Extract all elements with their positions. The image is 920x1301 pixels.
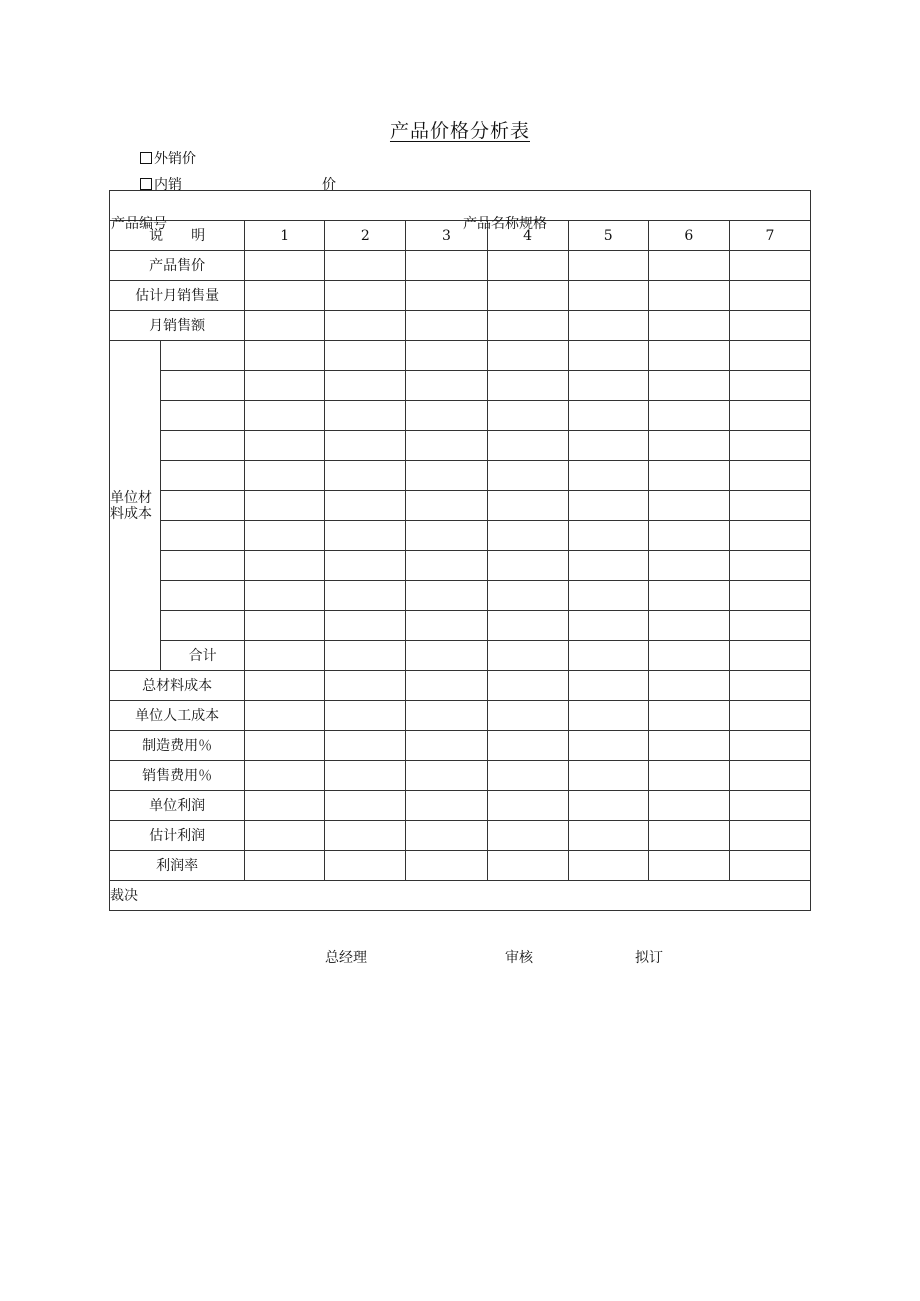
- value-cell[interactable]: [729, 551, 810, 581]
- value-cell[interactable]: [729, 401, 810, 431]
- value-cell[interactable]: [487, 401, 568, 431]
- value-cell[interactable]: [729, 851, 810, 881]
- value-cell[interactable]: [487, 671, 568, 701]
- value-cell[interactable]: [487, 821, 568, 851]
- value-cell[interactable]: [406, 551, 487, 581]
- material-row: [110, 431, 811, 461]
- value-cell[interactable]: [245, 251, 325, 281]
- value-cell[interactable]: [568, 521, 648, 551]
- value-cell[interactable]: [406, 521, 487, 551]
- export-price-checkbox[interactable]: [140, 152, 152, 164]
- material-row: [110, 551, 811, 581]
- export-price-option[interactable]: [140, 148, 196, 168]
- material-cost-group-label: [110, 341, 161, 671]
- row-label: 单位人工成本: [110, 701, 245, 731]
- product-header-cell[interactable]: [110, 191, 811, 232]
- value-cell[interactable]: [648, 701, 729, 731]
- decision-cell[interactable]: [110, 881, 811, 911]
- row-label: 月销售额: [110, 311, 245, 341]
- value-cell[interactable]: [325, 701, 406, 731]
- value-cell[interactable]: [648, 431, 729, 461]
- value-cell[interactable]: [325, 491, 406, 521]
- value-cell[interactable]: [406, 701, 487, 731]
- row-label: 总材料成本: [110, 671, 245, 701]
- value-cell[interactable]: [568, 401, 648, 431]
- column-number-4: 4: [487, 221, 568, 251]
- decision-row: [110, 881, 811, 911]
- value-cell[interactable]: [729, 581, 810, 611]
- value-cell[interactable]: [568, 461, 648, 491]
- value-cell[interactable]: [729, 461, 810, 491]
- value-cell[interactable]: [245, 581, 325, 611]
- value-cell[interactable]: [325, 821, 406, 851]
- value-cell[interactable]: [487, 791, 568, 821]
- value-cell[interactable]: [648, 311, 729, 341]
- material-item-cell[interactable]: [161, 431, 245, 461]
- table-row: [110, 761, 811, 791]
- value-cell[interactable]: [648, 371, 729, 401]
- value-cell[interactable]: [325, 611, 406, 641]
- material-row: [110, 461, 811, 491]
- value-cell[interactable]: [245, 371, 325, 401]
- value-cell[interactable]: [245, 701, 325, 731]
- value-cell[interactable]: [325, 341, 406, 371]
- value-cell[interactable]: [648, 521, 729, 551]
- value-cell[interactable]: [325, 581, 406, 611]
- value-cell[interactable]: [729, 731, 810, 761]
- value-cell[interactable]: [406, 821, 487, 851]
- row-label: 估计月销售量: [110, 281, 245, 311]
- value-cell[interactable]: [245, 311, 325, 341]
- value-cell[interactable]: [729, 341, 810, 371]
- row-label: 产品售价: [110, 251, 245, 281]
- value-cell[interactable]: [648, 671, 729, 701]
- value-cell[interactable]: [568, 251, 648, 281]
- price-analysis-table: [109, 190, 811, 911]
- material-item-cell[interactable]: [161, 491, 245, 521]
- value-cell[interactable]: [325, 431, 406, 461]
- value-cell[interactable]: [406, 581, 487, 611]
- value-cell[interactable]: [729, 311, 810, 341]
- value-cell[interactable]: [325, 641, 406, 671]
- value-cell[interactable]: [406, 251, 487, 281]
- value-cell[interactable]: [568, 431, 648, 461]
- material-row: [110, 371, 811, 401]
- value-cell[interactable]: [406, 611, 487, 641]
- value-cell[interactable]: [648, 551, 729, 581]
- desc-header: 说 明: [110, 221, 245, 251]
- table-row: [110, 671, 811, 701]
- value-cell[interactable]: [487, 461, 568, 491]
- material-row: [110, 611, 811, 641]
- material-row: [110, 581, 811, 611]
- value-cell[interactable]: [245, 761, 325, 791]
- value-cell[interactable]: [568, 851, 648, 881]
- value-cell[interactable]: [648, 641, 729, 671]
- value-cell[interactable]: [568, 341, 648, 371]
- value-cell[interactable]: [568, 311, 648, 341]
- table-row: [110, 311, 811, 341]
- value-cell[interactable]: [568, 581, 648, 611]
- material-subtotal-label: 合计: [161, 641, 245, 671]
- value-cell[interactable]: [406, 401, 487, 431]
- value-cell[interactable]: [325, 671, 406, 701]
- row-label: 估计利润: [110, 821, 245, 851]
- value-cell[interactable]: [406, 311, 487, 341]
- value-cell[interactable]: [245, 791, 325, 821]
- value-cell[interactable]: [487, 581, 568, 611]
- value-cell[interactable]: [568, 551, 648, 581]
- material-row: [110, 341, 811, 371]
- value-cell[interactable]: [245, 731, 325, 761]
- value-cell[interactable]: [406, 761, 487, 791]
- value-cell[interactable]: [568, 611, 648, 641]
- value-cell[interactable]: [487, 371, 568, 401]
- value-cell[interactable]: [245, 281, 325, 311]
- value-cell[interactable]: [245, 821, 325, 851]
- value-cell[interactable]: [325, 761, 406, 791]
- value-cell[interactable]: [648, 821, 729, 851]
- value-cell[interactable]: [568, 701, 648, 731]
- value-cell[interactable]: [325, 281, 406, 311]
- table-row: [110, 791, 811, 821]
- value-cell[interactable]: [568, 281, 648, 311]
- value-cell[interactable]: [245, 611, 325, 641]
- value-cell[interactable]: [325, 401, 406, 431]
- value-cell[interactable]: [648, 341, 729, 371]
- value-cell[interactable]: [325, 521, 406, 551]
- material-item-cell[interactable]: [161, 341, 245, 371]
- export-price-label: 外销价: [154, 151, 196, 167]
- value-cell[interactable]: [487, 251, 568, 281]
- row-label: 销售费用％: [110, 761, 245, 791]
- value-cell[interactable]: [245, 641, 325, 671]
- value-cell[interactable]: [325, 311, 406, 341]
- column-number-1: 1: [245, 221, 325, 251]
- value-cell[interactable]: [568, 731, 648, 761]
- column-number-7: 7: [729, 221, 810, 251]
- value-cell[interactable]: [487, 341, 568, 371]
- value-cell[interactable]: [245, 491, 325, 521]
- row-label: 单位利润: [110, 791, 245, 821]
- value-cell[interactable]: [648, 731, 729, 761]
- row-label: 制造费用％: [110, 731, 245, 761]
- page-title: 产品价格分析表: [389, 120, 530, 142]
- decision-label: 裁决: [110, 887, 138, 904]
- value-cell[interactable]: [325, 251, 406, 281]
- value-cell[interactable]: [729, 371, 810, 401]
- value-cell[interactable]: [729, 791, 810, 821]
- value-cell[interactable]: [325, 851, 406, 881]
- value-cell[interactable]: [487, 761, 568, 791]
- value-cell[interactable]: [568, 491, 648, 521]
- value-cell[interactable]: [568, 641, 648, 671]
- value-cell[interactable]: [487, 491, 568, 521]
- material-row: [110, 641, 811, 671]
- value-cell[interactable]: [406, 461, 487, 491]
- value-cell[interactable]: [648, 491, 729, 521]
- value-cell[interactable]: [487, 431, 568, 461]
- value-cell[interactable]: [245, 671, 325, 701]
- value-cell[interactable]: [648, 281, 729, 311]
- value-cell[interactable]: [729, 821, 810, 851]
- value-cell[interactable]: [245, 341, 325, 371]
- value-cell[interactable]: [648, 851, 729, 881]
- value-cell[interactable]: [245, 431, 325, 461]
- general-manager-label: 总经理: [325, 950, 367, 966]
- value-cell[interactable]: [325, 461, 406, 491]
- value-cell[interactable]: [406, 431, 487, 461]
- value-cell[interactable]: [487, 851, 568, 881]
- material-item-cell[interactable]: [161, 461, 245, 491]
- value-cell[interactable]: [406, 491, 487, 521]
- material-item-cell[interactable]: [161, 611, 245, 641]
- value-cell[interactable]: [325, 551, 406, 581]
- column-number-5: 5: [568, 221, 648, 251]
- value-cell[interactable]: [648, 581, 729, 611]
- value-cell[interactable]: [245, 551, 325, 581]
- value-cell[interactable]: [487, 701, 568, 731]
- value-cell[interactable]: [406, 731, 487, 761]
- material-cost-label-line2: 料成本: [110, 505, 152, 522]
- value-cell[interactable]: [325, 791, 406, 821]
- value-cell[interactable]: [729, 281, 810, 311]
- value-cell[interactable]: [729, 701, 810, 731]
- material-item-cell[interactable]: [161, 371, 245, 401]
- table-row: [110, 821, 811, 851]
- value-cell[interactable]: [406, 671, 487, 701]
- value-cell[interactable]: [487, 281, 568, 311]
- value-cell[interactable]: [648, 401, 729, 431]
- value-cell[interactable]: [245, 461, 325, 491]
- table-row: [110, 731, 811, 761]
- material-row: [110, 521, 811, 551]
- value-cell[interactable]: [406, 851, 487, 881]
- value-cell[interactable]: [729, 251, 810, 281]
- domestic-price-suffix: 价: [322, 177, 336, 193]
- value-cell[interactable]: [568, 791, 648, 821]
- value-cell[interactable]: [325, 731, 406, 761]
- draft-label: 拟订: [635, 950, 663, 966]
- table-row: [110, 701, 811, 731]
- value-cell[interactable]: [648, 761, 729, 791]
- material-item-cell[interactable]: [161, 581, 245, 611]
- material-item-cell[interactable]: [161, 401, 245, 431]
- value-cell[interactable]: [729, 671, 810, 701]
- value-cell[interactable]: [406, 641, 487, 671]
- value-cell[interactable]: [406, 791, 487, 821]
- value-cell[interactable]: [729, 521, 810, 551]
- value-cell[interactable]: [729, 611, 810, 641]
- value-cell[interactable]: [487, 521, 568, 551]
- value-cell[interactable]: [648, 251, 729, 281]
- domestic-price-label: 内销: [154, 177, 182, 193]
- value-cell[interactable]: [648, 791, 729, 821]
- value-cell[interactable]: [487, 731, 568, 761]
- product-code-label: 产品编号: [111, 215, 167, 232]
- table-row: [110, 251, 811, 281]
- value-cell[interactable]: [729, 761, 810, 791]
- material-item-cell[interactable]: [161, 551, 245, 581]
- column-number-6: 6: [648, 221, 729, 251]
- value-cell[interactable]: [568, 371, 648, 401]
- value-cell[interactable]: [487, 641, 568, 671]
- value-cell[interactable]: [568, 821, 648, 851]
- value-cell[interactable]: [325, 371, 406, 401]
- table-row: [110, 851, 811, 881]
- value-cell[interactable]: [487, 551, 568, 581]
- review-label: 审核: [505, 950, 533, 966]
- value-cell[interactable]: [487, 611, 568, 641]
- material-cost-label-line1: 单位材: [110, 489, 152, 506]
- value-cell[interactable]: [245, 521, 325, 551]
- column-header-row: [110, 221, 811, 251]
- value-cell[interactable]: [245, 851, 325, 881]
- column-number-2: 2: [325, 221, 406, 251]
- value-cell[interactable]: [729, 431, 810, 461]
- material-row: [110, 401, 811, 431]
- value-cell[interactable]: [648, 461, 729, 491]
- value-cell[interactable]: [406, 341, 487, 371]
- value-cell[interactable]: [487, 311, 568, 341]
- value-cell[interactable]: [245, 401, 325, 431]
- value-cell[interactable]: [729, 491, 810, 521]
- value-cell[interactable]: [568, 671, 648, 701]
- value-cell[interactable]: [729, 641, 810, 671]
- value-cell[interactable]: [568, 761, 648, 791]
- value-cell[interactable]: [406, 371, 487, 401]
- table-row: [110, 281, 811, 311]
- product-name-label: 产品名称规格: [463, 215, 547, 232]
- value-cell[interactable]: [406, 281, 487, 311]
- domestic-price-checkbox[interactable]: [140, 178, 152, 190]
- material-row: [110, 491, 811, 521]
- row-label: 利润率: [110, 851, 245, 881]
- material-item-cell[interactable]: [161, 521, 245, 551]
- column-number-3: 3: [406, 221, 487, 251]
- value-cell[interactable]: [648, 611, 729, 641]
